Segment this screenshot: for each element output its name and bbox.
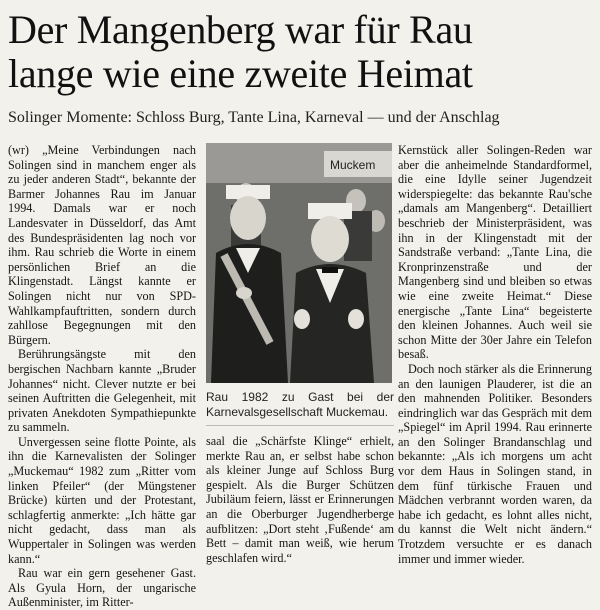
photo-illustration — [206, 143, 392, 383]
paragraph: Unvergessen seine flotte Pointe, als ihn die Karnevalisten der Solinger „Muckemau“ 1982 zum „Ritter vom linken Pfeiler“ (der Müngstener Brücke) kürten und der Protestant, schlagfertig anmerkte: „Ich hätte gar nicht gedacht, dass man als Wuppertaler in Solingen was werden kann.“ — [8, 434, 196, 566]
paragraph: Rau war ein gern gesehener Gast. Als Gyula Horn, der ungarische Außenminister, im Ritter- — [8, 566, 196, 610]
article-column-3 — [398, 143, 592, 566]
caption-divider — [206, 425, 394, 426]
article-headline — [8, 8, 596, 96]
article-column-2 — [206, 434, 394, 565]
article-photo — [206, 143, 392, 383]
paragraph: Kernstück aller Solingen-Reden war aber die anheimelnde Standardformel, die eine Idylle seiner Jugendzeit widerspiegelte: das bekannte Rau'sche „damals am Mangenberg“. Detailliert beschrieb der Ministerpräsident, was ihn in der Klingenstadt mit der Sandstraße verband: „Tante Lina, die Kronprinzenstraße und der Mangenberg sind und bleiben so etwas wie eine zweite Heimat.“ Diese energische „Tante Lina“ begeisterte den kleinen Johannes. Auch weil sie schon Mitte der 30er Jahre ein Telefon besaß. — [398, 143, 592, 362]
paragraph: (wr) „Meine Verbindungen nach Solingen sind in manchem enger als zu jeder anderen Stadt“, bekannte der Barmer Johannes Rau im Januar 1994. Damals war er noch Landesvater in Düsseldorf, das Amt des Bundespräsidenten lag noch vor ihm. Rau schrieb die Worte in einem persönlichen Brief an die Klingenstadt. Längst kannte er Solingen nicht nur von SPD-Wahlkampfauftritten, sondern durch zahllose Begegnungen mit den Bürgern. — [8, 143, 196, 347]
headline-line-2: lange wie eine zweite Heimat — [8, 51, 473, 96]
headline-line-1: Der Mangenberg war für Rau — [8, 7, 473, 52]
paragraph: Doch noch stärker als die Erinnerung an den launigen Plauderer, ist die an den mahnenden Politiker. Besonders eindringlich war das Gespräch mit dem „Spiegel“ im April 1994. Rau erinnerte an den Solinger Brandanschlag und bekannte: „Als ich morgens um acht vor dem Haus in Solingen stand, in dem fünf türkische Frauen und Mädchen verbrannt worden waren, da habe ich gedacht, es lohnt alles nicht, du kannst die Welt nicht ändern.“ Trotzdem versuchte er es danach immer und immer wieder. — [398, 361, 592, 566]
paragraph: saal die „Schärfste Klinge“ erhielt, merkte Rau an, er selbst habe schon als kleiner Junge auf Schloss Burg gespielt. Als die Burger Schützen Jubiläum feiern, lässt er Erinnerungen an die Oberburger Jugendherberge aufblitzen: „Dort steht ‚Fußende‘ am Bett – damit man weiß, wie herum geschlafen wird.“ — [206, 434, 394, 565]
photo-sign-text: Muckem — [330, 158, 376, 172]
article-deck: Solinger Momente: Schloss Burg, Tante Lina, Karneval — und der Anschlag — [8, 109, 500, 126]
article-column-1 — [8, 143, 196, 610]
photo-caption: Rau 1982 zu Gast bei der Karnevalsgesellschaft Muckemau. — [206, 390, 394, 419]
paragraph: Berührungsängste mit den bergischen Nachbarn kannte „Bruder Johannes“ nicht. Clever nutzte er bei seinen Auftritten die Gelegenheit, mit privaten Anekdoten Sympathiepunkte zu sammeln. — [8, 347, 196, 435]
